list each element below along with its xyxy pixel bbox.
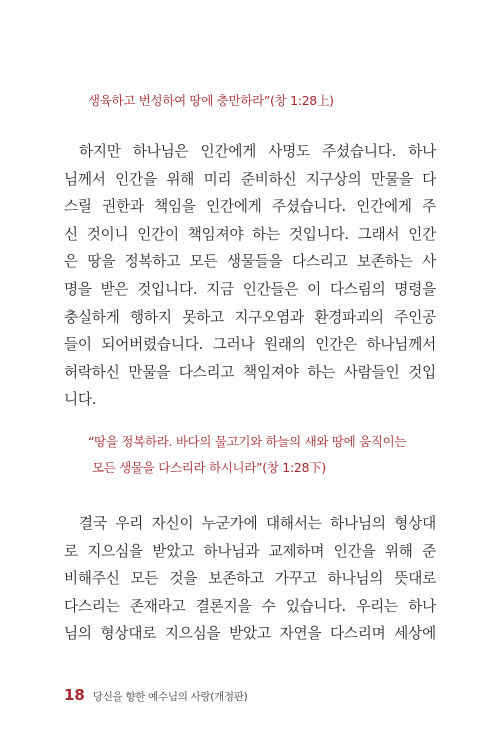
paragraph-1-line: 하지만 하나님은 인간에게 사명도 주셨습니다. 하나 bbox=[79, 143, 436, 160]
paragraph-1-line: 충실하게 행하지 못하고 지구오염과 환경파괴의 주인공 bbox=[64, 308, 436, 326]
body-paragraph-2 bbox=[64, 510, 436, 648]
paragraph-1-line: 스릴 권한과 책임을 인간에게 주셨습니다. 인간에게 주 bbox=[64, 198, 436, 216]
paragraph-2-line: 결국 우리 자신이 누군가에 대해서는 하나님의 형상대 bbox=[79, 515, 436, 532]
body-paragraph-1 bbox=[64, 138, 436, 414]
page-number: 18 bbox=[64, 686, 85, 704]
scripture-quote-1 bbox=[88, 91, 334, 109]
paragraph-1-line: 님께서 인간을 위해 미리 준비하신 지구상의 만물을 다 bbox=[64, 170, 436, 188]
paragraph-1-line: 들이 되어버렸습니다. 그러나 원래의 인간은 하나님께서 bbox=[64, 336, 436, 354]
paragraph-1-line: 은 땅을 정복하고 모든 생물들을 다스리고 보존하는 사 bbox=[64, 253, 436, 271]
paragraph-2-line: 비해주신 모든 것을 보존하고 가꾸고 하나님의 뜻대로 bbox=[64, 570, 436, 588]
scripture-quote-2-text-2: 모든 생물을 다스리라 하시니라”(창 1:28下) bbox=[92, 460, 326, 475]
paragraph-1-line: 신 것이니 인간이 책임져야 하는 것입니다. 그래서 인간 bbox=[64, 225, 436, 243]
paragraph-1-line: 명을 받은 것입니다. 지금 인간들은 이 다스림의 명령을 bbox=[64, 280, 436, 298]
paragraph-1-line: 허락하신 만물을 다스리고 책임져야 하는 사람들인 것입 bbox=[64, 363, 436, 381]
paragraph-1-line: 니다. bbox=[64, 391, 97, 409]
paragraph-2-line: 다스리는 존재라고 결론지을 수 있습니다. 우리는 하나 bbox=[64, 597, 436, 615]
page-footer bbox=[64, 686, 247, 706]
scripture-quote-2-line-1 bbox=[88, 432, 406, 450]
paragraph-2-line: 로 지으심을 받았고 하나님과 교제하며 인간을 위해 준 bbox=[64, 542, 436, 560]
paragraph-2-line: 님의 형상대로 지으심을 받았고 자연을 다스리며 세상에 bbox=[64, 625, 436, 643]
scripture-quote-2-text-1: “땅을 정복하라. 바다의 물고기와 하늘의 새와 땅에 움직이는 bbox=[88, 434, 407, 449]
scripture-quote-2-line-2 bbox=[92, 458, 326, 476]
running-book-title: 당신을 향한 예수님의 사랑(개정판) bbox=[92, 691, 248, 703]
scripture-quote-1-line-1: 생육하고 번성하여 땅에 충만하라”(창 1:28上) bbox=[88, 93, 334, 108]
